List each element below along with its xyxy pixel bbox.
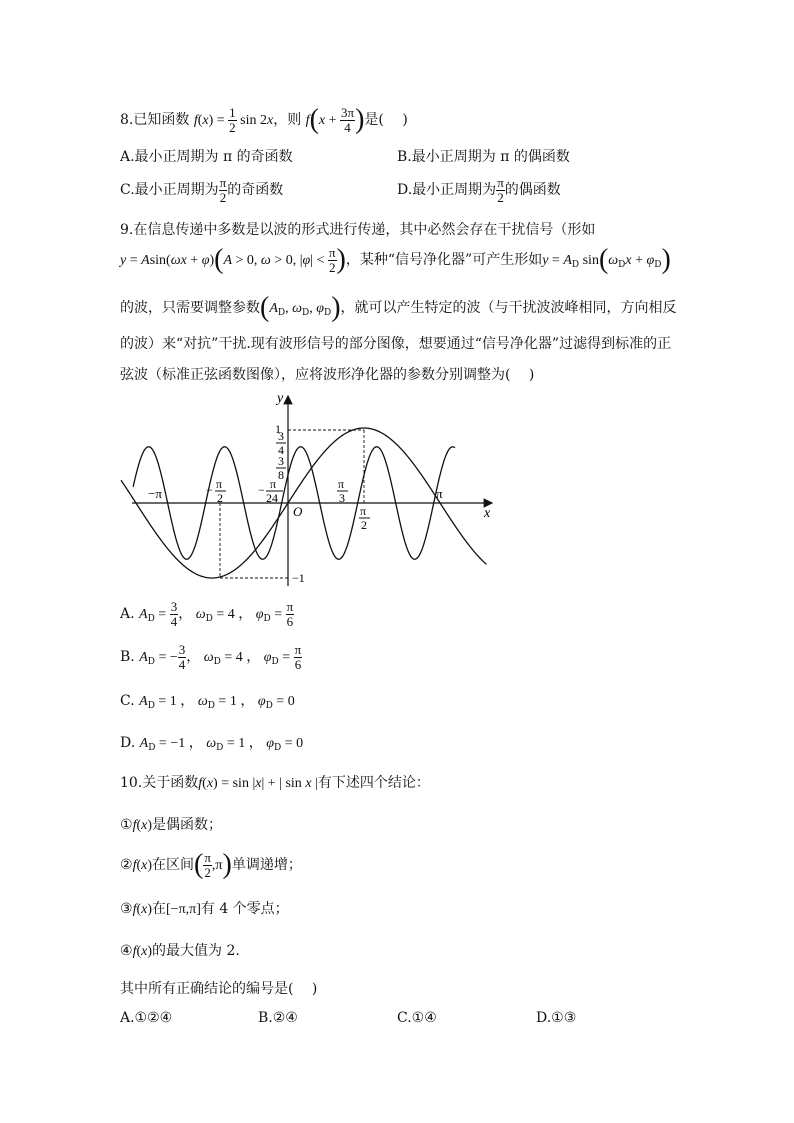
label-three-eighths [276, 454, 286, 482]
origin-label: O [293, 504, 303, 519]
q10-option-c[interactable]: C.①④ [397, 1010, 437, 1026]
label-one: 1 [275, 422, 281, 436]
svg-text:3: 3 [339, 491, 345, 505]
q8-function: f [193, 113, 198, 128]
tick-neg-pi: −π [148, 486, 162, 501]
svg-text:8: 8 [278, 468, 284, 482]
q10-conclusion-3: ③f(x)在[−π,π]有 4 个零点； [120, 901, 289, 917]
q10-conclusion-4: ④f(x)的最大值为 2. [120, 943, 240, 959]
q10-option-a[interactable]: A.①②④ [120, 1010, 173, 1026]
q8-option-d[interactable]: D.最小正周期为 $\frac{\pi}{2}$ 的偶函数 [397, 175, 561, 205]
q9-option-d[interactable]: D. $A_D = -1$ ， $\omega_D = 1$ ， $\varphi_D = 0$ [120, 735, 304, 753]
q8-stem: 8.已知函数 f(x) = $\frac{1}{2}$ sin 2x，则 f(x + $\frac{3\pi}{4}$ )是( ) [120, 104, 408, 135]
q10-option-b[interactable]: B.②④ [258, 1010, 298, 1026]
svg-text:−: − [258, 483, 265, 497]
tick-pi: π [436, 486, 443, 501]
svg-text:π: π [270, 477, 277, 491]
q10-stem: 10.关于函数f(x) = sin |x| + | sin x |有下述四个结论： [120, 775, 430, 791]
q10-conclusion-1: ①f(x)是偶函数； [120, 817, 223, 833]
q8-option-b[interactable]: B.最小正周期为 π 的偶函数 [397, 149, 570, 165]
tick-half-pi [359, 504, 370, 532]
q8-option-a[interactable]: A.最小正周期为 π 的奇函数 [120, 149, 293, 165]
q9-option-a[interactable]: A. $A_D$ = $\frac{3}{4}$ ， $\omega_D = 4$ ， $\varphi_D$ = $\frac{\pi}{6}$ [120, 599, 294, 629]
x-axis-label: x [484, 506, 491, 521]
q9-wave-graph [120, 390, 510, 590]
svg-text:−: − [206, 483, 213, 497]
svg-text:3: 3 [278, 454, 284, 468]
q10-conclusion-2: ②f(x)在区间( $\frac{\pi}{2}$ ,π)单调递增； [120, 849, 302, 880]
q9-line3: 的波，只需要调整参数($A_D$, $\omega_D$, $\varphi_D$)，就可以产生特定的波（与干扰波波峰相同，方向相反 [120, 292, 677, 323]
svg-text:π: π [216, 477, 223, 491]
svg-text:2: 2 [361, 518, 367, 532]
svg-text:π: π [360, 504, 367, 518]
q9-line1: 9.在信息传递中多数是以波的形式进行传递，其中必然会存在干扰信号（形如 [120, 222, 596, 238]
q9-option-c[interactable]: C. $A_D = 1$ ， $\omega_D = 1$ ， $\varphi_D = 0$ [120, 693, 295, 711]
label-three-quarters [276, 429, 286, 457]
q9-line5: 弦波（标准正弦函数图像），应将波形净化器的参数分别调整为( ) [120, 367, 535, 383]
svg-text:2: 2 [217, 491, 223, 505]
q9-line4: 的波）来“对抗”干扰.现有波形信号的部分图像，想要通过“信号净化器”过滤得到标准的正 [120, 336, 672, 352]
tick-neg-half-pi [206, 477, 226, 505]
svg-text:24: 24 [266, 491, 278, 505]
svg-text:π: π [338, 477, 345, 491]
q10-question: 其中所有正确结论的编号是( ) [120, 981, 318, 997]
label-neg-one: −1 [292, 571, 305, 585]
q9-line2: y = Asin(ωx + φ)(A > 0, ω > 0, |φ| < $\frac{\pi}{2}$ )，某种“信号净化器”可产生形如$y = A_D$ $\sin(\omega_Dx + \varphi_D)$ [120, 244, 671, 275]
q10-option-d[interactable]: D.①③ [536, 1010, 577, 1026]
y-axis-label: y [277, 391, 284, 406]
svg-text:4: 4 [278, 443, 284, 457]
svg-text:3: 3 [278, 429, 284, 443]
q9-option-b[interactable]: B. $A_D$ = − $\frac{3}{4}$ ， $\omega_D = 4$ ， $\varphi_D$ = $\frac{\pi}{6}$ [120, 642, 302, 672]
tick-pi-third [337, 477, 348, 505]
q8-option-c[interactable]: C.最小正周期为 $\frac{\pi}{2}$ 的奇函数 [120, 175, 284, 205]
